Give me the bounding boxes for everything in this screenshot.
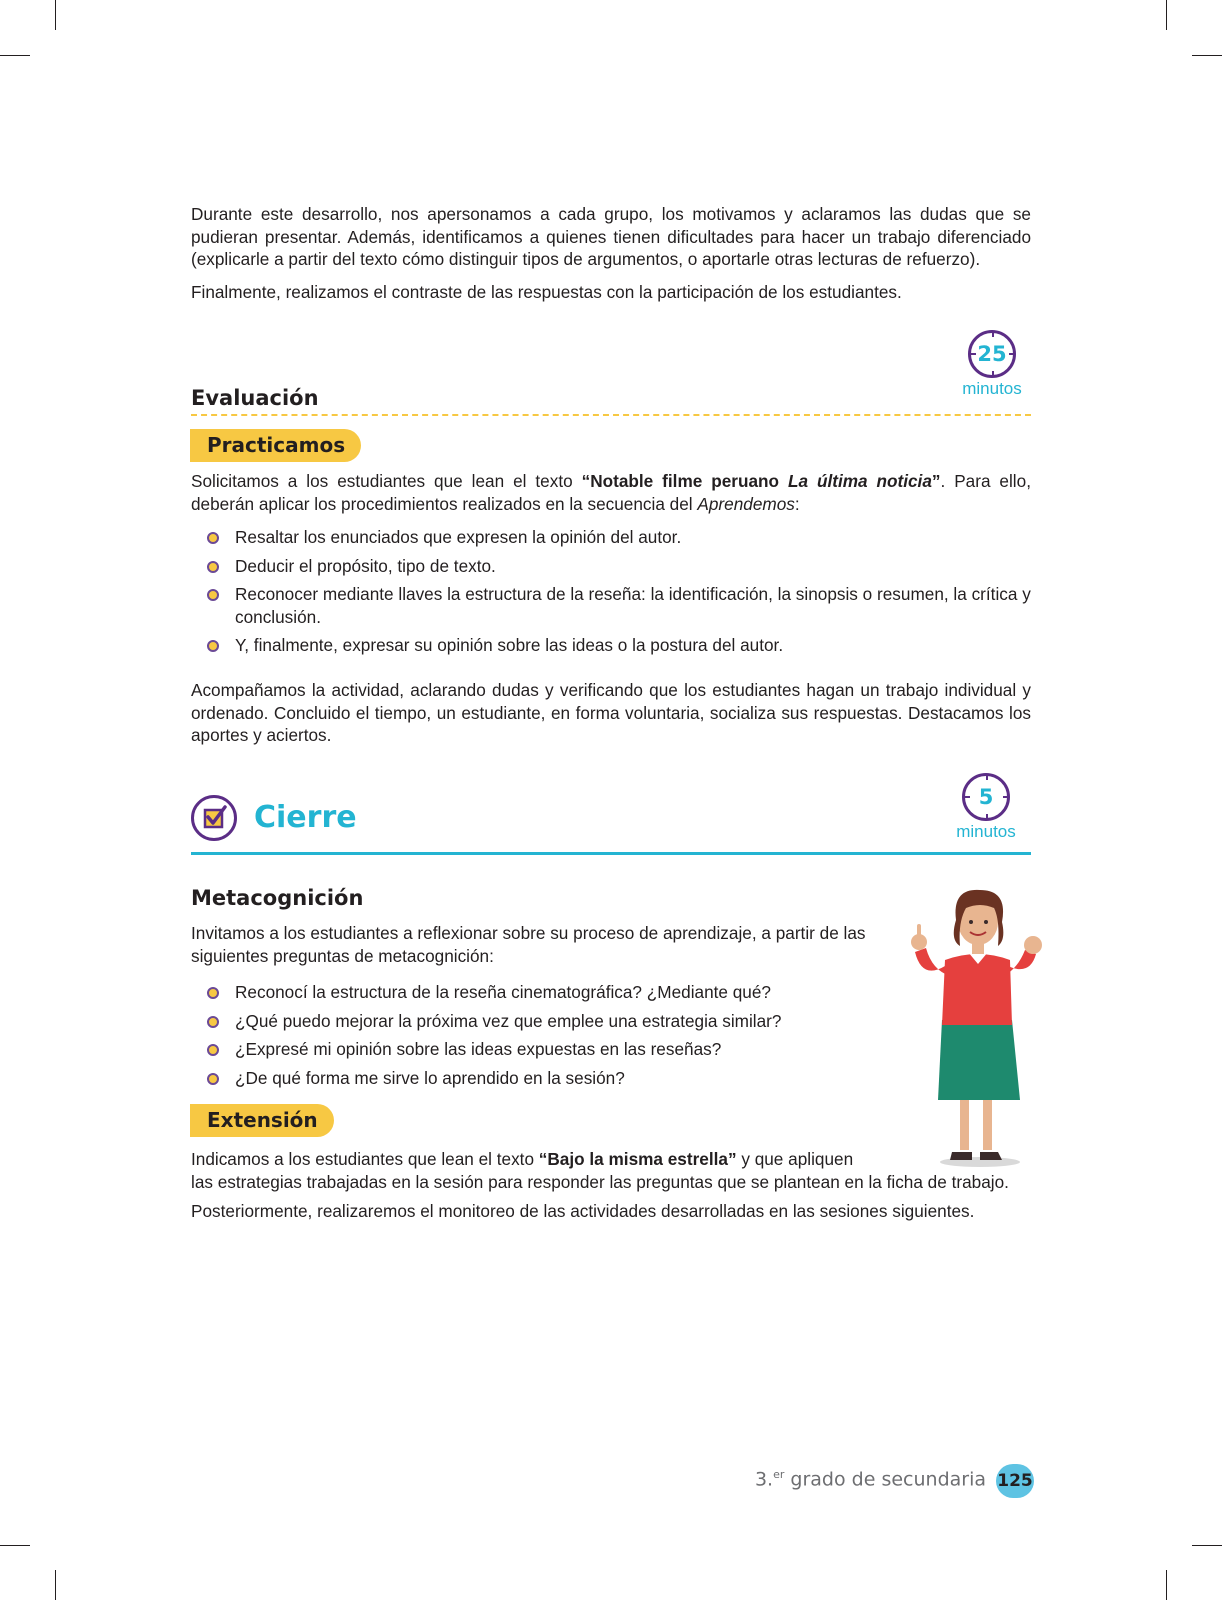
stopwatch-icon (962, 773, 1010, 821)
timer-unit: minutos (962, 379, 1022, 398)
list-item: Y, finalmente, expresar su opinión sobre las ideas o la postura del autor. (205, 634, 1031, 657)
crop-mark (1166, 1570, 1167, 1600)
timer-value: 5 (978, 785, 994, 809)
crop-mark (55, 0, 56, 30)
bullet-icon (207, 561, 219, 573)
metacognicion-list (205, 981, 885, 1095)
crop-mark (1192, 1545, 1222, 1546)
list-item: ¿Expresé mi opinión sobre las ideas expuestas en las reseñas? (205, 1038, 885, 1061)
crop-mark (0, 55, 30, 56)
practicamos-list (205, 526, 1031, 663)
list-item: ¿Qué puedo mejorar la próxima vez que emplee una estrategia similar? (205, 1010, 885, 1033)
timer-unit: minutos (956, 822, 1016, 841)
evaluacion-timer (952, 330, 1032, 399)
bullet-icon (207, 987, 219, 999)
bullet-icon (207, 1016, 219, 1028)
cierre-divider (191, 852, 1031, 855)
metacognicion-intro: Invitamos a los estudiantes a reflexionar sobre su proceso de aprendizaje, a partir de las siguientes preguntas de metacognición: (191, 923, 866, 966)
bullet-icon (207, 640, 219, 652)
crop-mark (55, 1570, 56, 1600)
evaluacion-closing: Acompañamos la actividad, aclarando dudas y verificando que los estudiantes hagan un trabajo individual y ordenado. Concluido el tiempo, un estudiante, en forma voluntaria, socializa sus respuestas. Destacamos los aportes y aciertos. (191, 680, 1031, 745)
intro-paragraph: Durante este desarrollo, nos apersonamos a cada grupo, los motivamos y aclaramos las dudas que se pudieran presentar. Además, identificamos a quienes tienen dificultades para hacer un trabajo diferenciado (explicarle a partir del texto cómo distinguir tipos de argumentos, o aportarle otras lecturas de refuerzo). (191, 204, 1031, 269)
extension-text: Indicamos a los estudiantes que lean el texto “Bajo la misma estrella” y que apliquen las estrategias trabajadas en la sesión para responder las preguntas que se plantean en la ficha de trabajo. (191, 1149, 1009, 1192)
list-item: ¿De qué forma me sirve lo aprendido en la sesión? (205, 1067, 885, 1090)
grade-label: 3.$^{er}$ grado de secundaria (754, 1468, 986, 1491)
bullet-icon (207, 1044, 219, 1056)
stopwatch-icon (968, 330, 1016, 378)
list-item: Reconocer mediante llaves la estructura de la reseña: la identificación, la sinopsis o resumen, la crítica y conclusión. (205, 583, 1031, 628)
cierre-timer (946, 773, 1026, 842)
list-item: Resaltar los enunciados que expresen la opinión del autor. (205, 526, 1031, 549)
cierre-title: Cierre (254, 800, 357, 835)
bullet-icon (207, 589, 219, 601)
timer-value: 25 (977, 342, 1007, 366)
evaluacion-heading: Evaluación (191, 386, 319, 410)
crop-mark (1192, 55, 1222, 56)
extension-final: Posteriormente, realizaremos el monitoreo de las actividades desarrolladas en las sesiones siguientes. (191, 1201, 975, 1221)
extension-label: Extensión (190, 1104, 334, 1137)
practicamos-label: Practicamos (190, 429, 361, 462)
page-number: 125 (996, 1464, 1034, 1498)
teacher-illustration (900, 880, 1060, 1170)
dashed-divider (191, 414, 1031, 416)
bullet-icon (207, 1073, 219, 1085)
metacognicion-heading: Metacognición (191, 886, 364, 910)
practicamos-instructions: Solicitamos a los estudiantes que lean el texto “Notable filme peruano La última noticia”. Para ello, deberán aplicar los procedimientos realizados en la secuencia del Aprendemos: (191, 471, 1031, 514)
checkbox-icon (191, 795, 237, 841)
list-item: Reconocí la estructura de la reseña cinematográfica? ¿Mediante qué? (205, 981, 885, 1004)
bullet-icon (207, 532, 219, 544)
crop-mark (0, 1545, 30, 1546)
list-item: Deducir el propósito, tipo de texto. (205, 555, 1031, 578)
intro-paragraph-final: Finalmente, realizamos el contraste de las respuestas con la participación de los estudiantes. (191, 282, 902, 302)
crop-mark (1166, 0, 1167, 30)
